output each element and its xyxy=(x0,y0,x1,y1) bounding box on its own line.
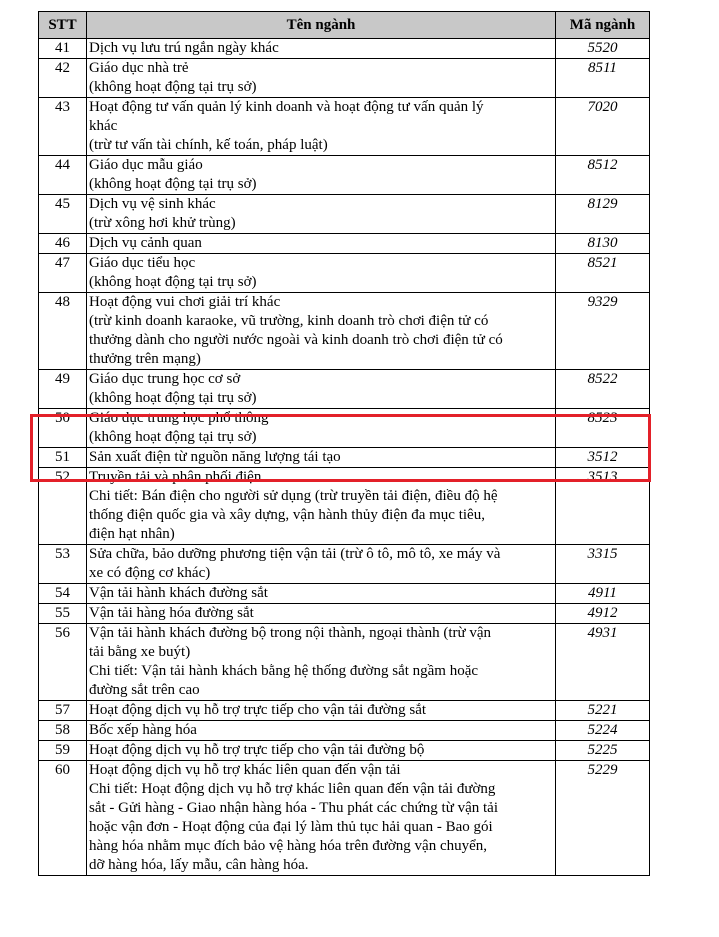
row-industry-name xyxy=(87,584,556,604)
table-header-row xyxy=(39,12,650,39)
row-industry-name xyxy=(87,545,556,584)
header-industry-code: Mã ngành xyxy=(556,12,650,39)
row-stt: 54 xyxy=(39,584,87,604)
row-name-line: Chi tiết: Hoạt động dịch vụ hỗ trợ khác liên quan đến vận tải đường xyxy=(89,781,496,797)
row-name-line: Sửa chữa, bảo dưỡng phương tiện vận tải (trừ ô tô, mô tô, xe máy và xyxy=(89,546,501,562)
row-stt: 42 xyxy=(39,59,87,98)
row-name-line: Vận tải hành khách đường bộ trong nội thành, ngoại thành (trừ vận xyxy=(89,625,492,641)
row-name-line: (không hoạt động tại trụ sở) xyxy=(89,176,257,192)
table-row xyxy=(39,234,650,254)
row-name-line: Vận tải hành khách đường sắt xyxy=(89,585,268,601)
row-industry-code: 5221 xyxy=(556,701,650,721)
table-row xyxy=(39,98,650,156)
row-stt: 51 xyxy=(39,448,87,468)
row-name-line: thưởng trên mạng) xyxy=(89,351,201,367)
row-industry-code: 5520 xyxy=(556,39,650,59)
table-row xyxy=(39,448,650,468)
row-industry-name xyxy=(87,448,556,468)
row-name-line: (không hoạt động tại trụ sở) xyxy=(89,429,257,445)
row-stt: 46 xyxy=(39,234,87,254)
row-industry-code: 8521 xyxy=(556,254,650,293)
row-name-line: xe có động cơ khác) xyxy=(89,565,211,581)
row-name-line: Dịch vụ lưu trú ngắn ngày khác xyxy=(89,40,279,56)
row-industry-code: 3315 xyxy=(556,545,650,584)
row-name-line: Dịch vụ vệ sinh khác xyxy=(89,196,216,212)
row-name-line: hàng hóa nhằm mục đích bảo vệ hàng hóa trên đường vận chuyển, xyxy=(89,838,488,854)
row-stt: 58 xyxy=(39,721,87,741)
row-name-line: Sản xuất điện từ nguồn năng lượng tái tạo xyxy=(89,449,341,465)
row-stt: 47 xyxy=(39,254,87,293)
table-row xyxy=(39,156,650,195)
row-industry-name xyxy=(87,254,556,293)
row-industry-code: 4931 xyxy=(556,624,650,701)
row-stt: 59 xyxy=(39,741,87,761)
table-row xyxy=(39,468,650,545)
row-industry-code: 3513 xyxy=(556,468,650,545)
row-stt: 45 xyxy=(39,195,87,234)
row-industry-code: 8511 xyxy=(556,59,650,98)
row-name-line: (không hoạt động tại trụ sở) xyxy=(89,390,257,406)
row-name-line: Giáo dục mẫu giáo xyxy=(89,157,203,173)
row-industry-name xyxy=(87,98,556,156)
row-industry-code: 8130 xyxy=(556,234,650,254)
row-industry-name xyxy=(87,604,556,624)
industry-table xyxy=(38,11,650,876)
row-name-line: thưởng dành cho người nước ngoài và kinh doanh trò chơi điện tử có xyxy=(89,332,503,348)
row-name-line: Bốc xếp hàng hóa xyxy=(89,722,197,738)
row-industry-name xyxy=(87,156,556,195)
row-name-line: khác xyxy=(89,118,118,134)
row-industry-name xyxy=(87,624,556,701)
row-name-line: Giáo dục nhà trẻ xyxy=(89,60,189,76)
row-stt: 44 xyxy=(39,156,87,195)
row-industry-code: 7020 xyxy=(556,98,650,156)
row-name-line: Dịch vụ cảnh quan xyxy=(89,235,202,251)
table-row xyxy=(39,370,650,409)
row-industry-name xyxy=(87,761,556,876)
row-industry-name xyxy=(87,468,556,545)
row-industry-code: 4911 xyxy=(556,584,650,604)
row-name-line: Hoạt động dịch vụ hỗ trợ khác liên quan đến vận tải xyxy=(89,762,401,778)
row-stt: 41 xyxy=(39,39,87,59)
row-name-line: sắt - Gửi hàng - Giao nhận hàng hóa - Thu phát các chứng từ vận tải xyxy=(89,800,498,816)
row-stt: 53 xyxy=(39,545,87,584)
header-stt: STT xyxy=(39,12,87,39)
table-row xyxy=(39,254,650,293)
row-industry-name xyxy=(87,39,556,59)
row-name-line: Truyền tải và phân phối điện xyxy=(89,469,262,485)
table-row xyxy=(39,39,650,59)
table-body xyxy=(39,39,650,876)
row-name-line: đường sắt trên cao xyxy=(89,682,200,698)
row-name-line: (trừ xông hơi khử trùng) xyxy=(89,215,236,231)
row-stt: 48 xyxy=(39,293,87,370)
row-industry-name xyxy=(87,741,556,761)
row-industry-code: 8522 xyxy=(556,370,650,409)
row-name-line: Chi tiết: Bán điện cho người sử dụng (trừ truyền tải điện, điều độ hệ xyxy=(89,488,498,504)
row-name-line: Hoạt động tư vấn quản lý kinh doanh và hoạt động tư vấn quản lý xyxy=(89,99,484,115)
row-industry-code: 9329 xyxy=(556,293,650,370)
row-name-line: tải bằng xe buýt) xyxy=(89,644,191,660)
table-row xyxy=(39,624,650,701)
table-row xyxy=(39,545,650,584)
row-industry-code: 5225 xyxy=(556,741,650,761)
row-industry-name xyxy=(87,370,556,409)
table-row xyxy=(39,604,650,624)
row-industry-code: 3512 xyxy=(556,448,650,468)
row-industry-name xyxy=(87,293,556,370)
row-name-line: hoặc vận đơn - Hoạt động của đại lý làm thủ tục hải quan - Bao gói xyxy=(89,819,493,835)
row-industry-name xyxy=(87,721,556,741)
row-name-line: (trừ tư vấn tài chính, kế toán, pháp luật) xyxy=(89,137,328,153)
row-name-line: Hoạt động vui chơi giải trí khác xyxy=(89,294,281,310)
row-name-line: (trừ kinh doanh karaoke, vũ trường, kinh doanh trò chơi điện tử có xyxy=(89,313,489,329)
row-name-line: thống điện quốc gia và xây dựng, vận hành thủy điện đa mục tiêu, xyxy=(89,507,485,523)
row-stt: 56 xyxy=(39,624,87,701)
row-industry-name xyxy=(87,701,556,721)
row-stt: 55 xyxy=(39,604,87,624)
row-industry-name xyxy=(87,59,556,98)
row-industry-code: 8523 xyxy=(556,409,650,448)
row-industry-code: 5229 xyxy=(556,761,650,876)
row-industry-code: 5224 xyxy=(556,721,650,741)
row-industry-name xyxy=(87,234,556,254)
row-name-line: Giáo dục trung học phổ thông xyxy=(89,410,269,426)
row-industry-code: 8512 xyxy=(556,156,650,195)
row-name-line: Chi tiết: Vận tải hành khách bằng hệ thống đường sắt ngầm hoặc xyxy=(89,663,479,679)
table-row xyxy=(39,409,650,448)
table-row xyxy=(39,59,650,98)
row-stt: 43 xyxy=(39,98,87,156)
row-industry-code: 8129 xyxy=(556,195,650,234)
table-row xyxy=(39,293,650,370)
header-industry-name: Tên ngành xyxy=(87,12,556,39)
table-row xyxy=(39,701,650,721)
row-name-line: Hoạt động dịch vụ hỗ trợ trực tiếp cho vận tải đường bộ xyxy=(89,742,425,758)
table-row xyxy=(39,761,650,876)
row-name-line: Giáo dục trung học cơ sở xyxy=(89,371,241,387)
row-name-line: Vận tải hàng hóa đường sắt xyxy=(89,605,254,621)
row-industry-name xyxy=(87,195,556,234)
table-row xyxy=(39,741,650,761)
row-stt: 49 xyxy=(39,370,87,409)
table-row xyxy=(39,195,650,234)
row-stt: 52 xyxy=(39,468,87,545)
table-row xyxy=(39,721,650,741)
row-name-line: Hoạt động dịch vụ hỗ trợ trực tiếp cho vận tải đường sắt xyxy=(89,702,427,718)
row-name-line: điện hạt nhân) xyxy=(89,526,175,542)
row-name-line: dỡ hàng hóa, lấy mẫu, cân hàng hóa. xyxy=(89,857,309,873)
row-stt: 60 xyxy=(39,761,87,876)
row-industry-code: 4912 xyxy=(556,604,650,624)
row-stt: 57 xyxy=(39,701,87,721)
row-name-line: Giáo dục tiểu học xyxy=(89,255,196,271)
row-name-line: (không hoạt động tại trụ sở) xyxy=(89,79,257,95)
table-row xyxy=(39,584,650,604)
row-industry-name xyxy=(87,409,556,448)
row-stt: 50 xyxy=(39,409,87,448)
row-name-line: (không hoạt động tại trụ sở) xyxy=(89,274,257,290)
